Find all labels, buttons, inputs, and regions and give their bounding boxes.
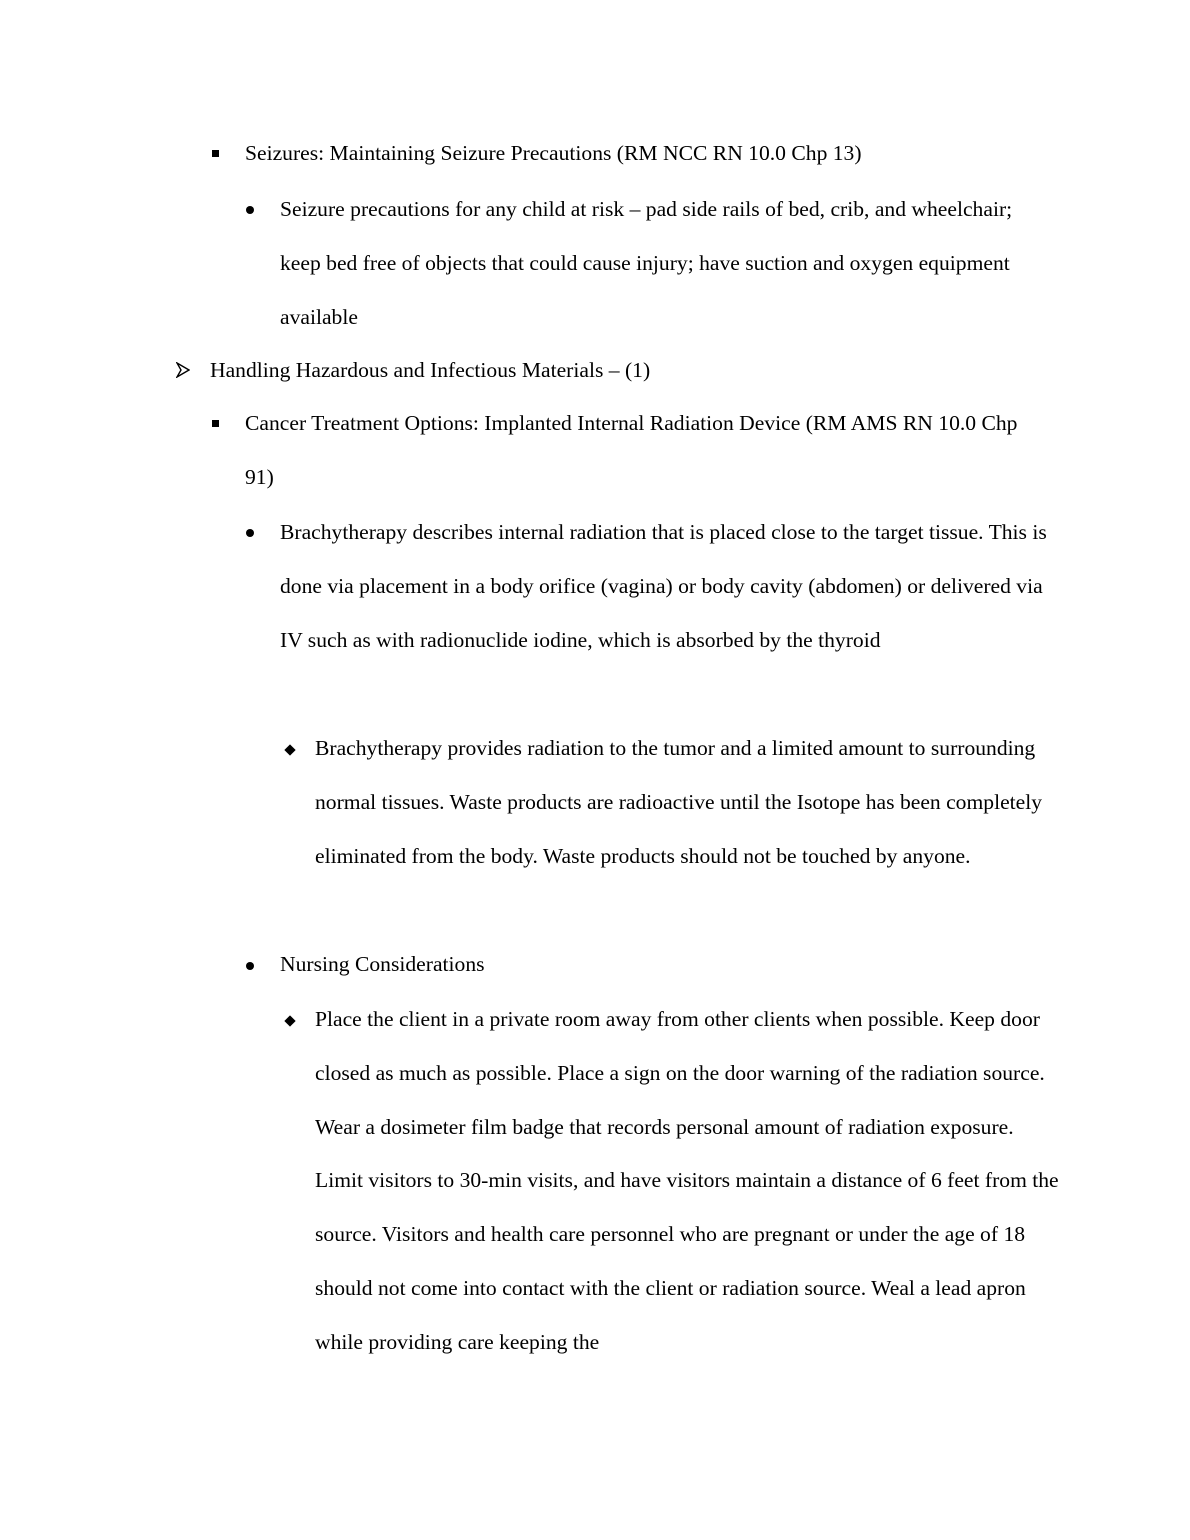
- square-bullet-icon: [212, 420, 219, 427]
- diamond-bullet-icon: [284, 1015, 295, 1026]
- list-item-hazardous-materials: Handling Hazardous and Infectious Materials – (1): [210, 358, 651, 382]
- list-item-seizure-precautions: Seizure precautions for any child at risk – pad side rails of bed, crib, and wheelchair; keep bed free of objects that could cause injury; have suction and oxygen equipment available: [280, 197, 1013, 329]
- arrow-bullet-icon: [176, 362, 190, 378]
- diamond-bullet-icon: [284, 744, 295, 755]
- disc-bullet-icon: [246, 529, 254, 537]
- disc-bullet-icon: [246, 206, 254, 214]
- disc-bullet-icon: [246, 962, 254, 970]
- list-item-nursing-considerations: Nursing Considerations: [280, 952, 485, 976]
- list-item-private-room: Place the client in a private room away from other clients when possible. Keep door closed as much as possible. Place a sign on the door warning of the radiation source. Wear a dosimeter film badge that records personal amount of radiation exposure. Limit visitors to 30-min visits, and have visitors maintain a distance of 6 feet from the source. Visitors and health care personnel who are pregnant or under the age of 18 should not come into contact with the client or radiation source. Weal a lead apron while providing care keeping the: [315, 1007, 1059, 1354]
- list-item-brachytherapy-waste: Brachytherapy provides radiation to the tumor and a limited amount to surrounding normal tissues. Waste products are radioactive until the Isotope has been completely eliminated from the body. Waste products should not be touched by anyone.: [315, 736, 1043, 868]
- list-item-brachytherapy-description: Brachytherapy describes internal radiation that is placed close to the target tissue. This is done via placement in a body orifice (vagina) or body cavity (abdomen) or delivered via IV such as with radionuclide iodine, which is absorbed by the thyroid: [280, 520, 1047, 652]
- list-item-cancer-treatment: Cancer Treatment Options: Implanted Internal Radiation Device (RM AMS RN 10.0 Chp 91): [245, 411, 1018, 489]
- square-bullet-icon: [212, 150, 219, 157]
- list-item-seizures-heading: Seizures: Maintaining Seizure Precautions (RM NCC RN 10.0 Chp 13): [245, 141, 862, 165]
